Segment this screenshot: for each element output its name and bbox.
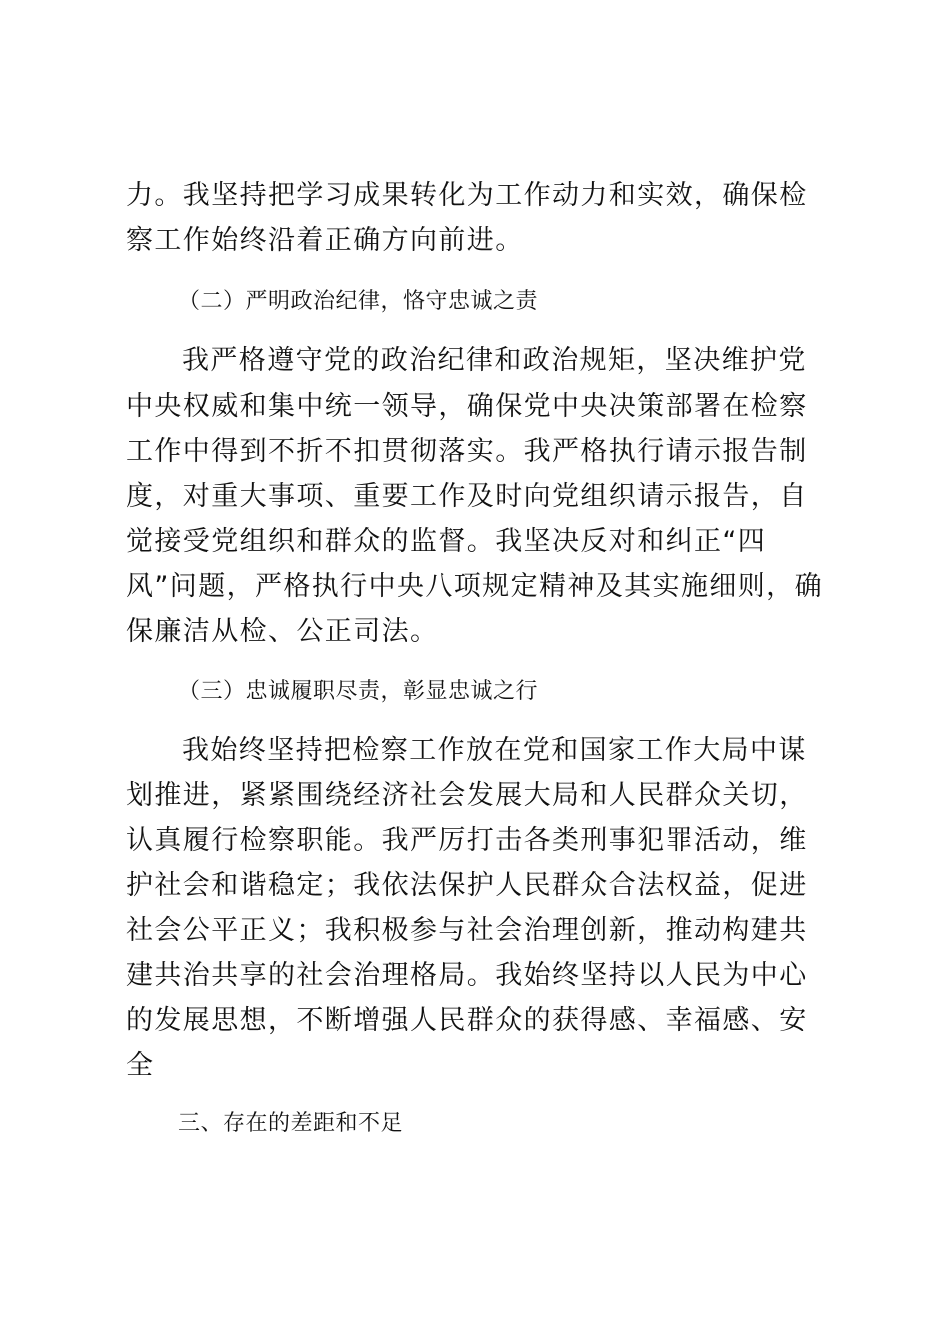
para2-line-2: 中央权威和集中统一领导，确保党中央决策部署在检察 xyxy=(126,391,808,422)
section-heading-3: （三）忠诚履职尽责，彰显忠诚之行 xyxy=(178,679,539,704)
para2-line-7: 保廉洁从检、公正司法。 xyxy=(126,616,439,647)
para3-line-6: 建共治共享的社会治理格局。我始终坚持以人民为中心 xyxy=(126,960,808,991)
para2-line-3: 工作中得到不折不扣贯彻落实。我严格执行请示报告制 xyxy=(126,436,808,467)
section-heading-three: 三、存在的差距和不足 xyxy=(178,1111,404,1136)
para3-line-4: 护社会和谐稳定；我依法保护人民群众合法权益，促进 xyxy=(126,870,808,901)
para2-line-1: 我严格遵守党的政治纪律和政治规矩，坚决维护党 xyxy=(182,345,807,376)
para3-line-7: 的发展思想，不断增强人民群众的获得感、幸福感、安 xyxy=(126,1005,808,1036)
para3-line-8: 全 xyxy=(126,1050,155,1081)
para2-line-4: 度，对重大事项、重要工作及时向党组织请示报告，自 xyxy=(126,481,808,512)
para3-line-1: 我始终坚持把检察工作放在党和国家工作大局中谋 xyxy=(182,735,807,766)
para3-line-2: 划推进，紧紧围绕经济社会发展大局和人民群众关切， xyxy=(126,780,808,811)
para1-line-2: 察工作始终沿着正确方向前进。 xyxy=(126,225,524,256)
para3-line-3: 认真履行检察职能。我严厉打击各类刑事犯罪活动，维 xyxy=(126,825,808,856)
para1-line-1: 力。我坚持把学习成果转化为工作动力和实效，确保检 xyxy=(126,180,808,211)
para2-line-6: 风”问题，严格执行中央八项规定精神及其实施细则，确 xyxy=(126,571,823,602)
section-heading-2: （二）严明政治纪律，恪守忠诚之责 xyxy=(178,289,539,314)
para2-line-5: 觉接受党组织和群众的监督。我坚决反对和纠正“四 xyxy=(126,526,767,557)
para3-line-5: 社会公平正义；我积极参与社会治理创新，推动构建共 xyxy=(126,915,808,946)
